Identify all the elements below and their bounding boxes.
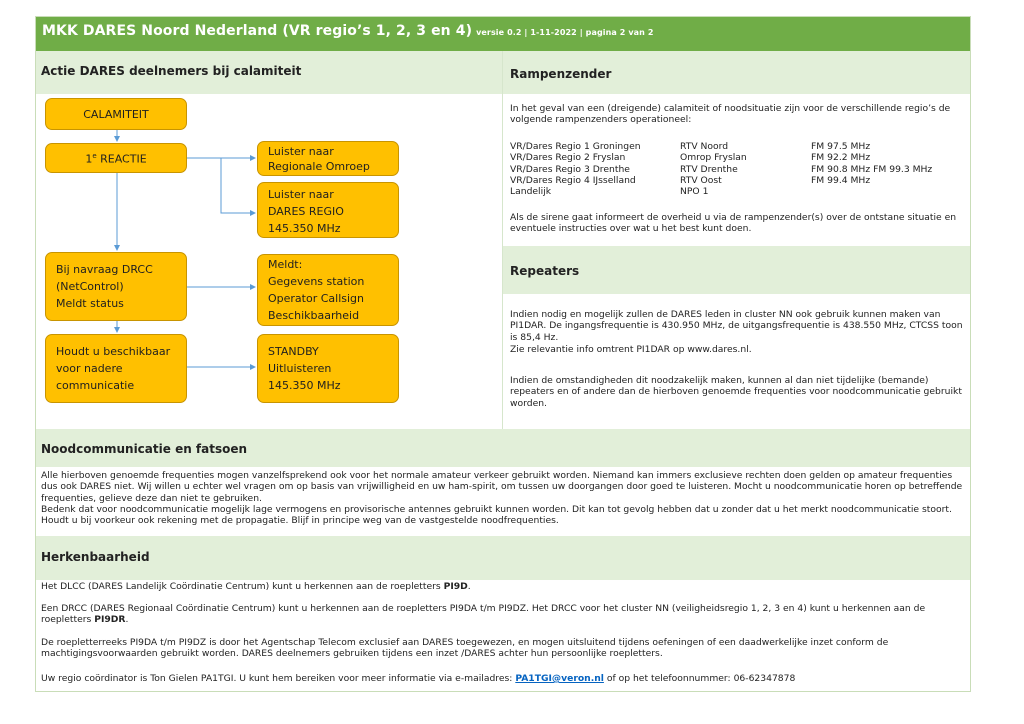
rampenzender-row bbox=[510, 175, 961, 186]
box-luister-dares bbox=[257, 182, 399, 238]
rampenzender-cell-zender: RTV Drenthe bbox=[680, 163, 738, 175]
rampenzender-cell-regio: VR/Dares Regio 4 IJsselland bbox=[510, 174, 636, 186]
repeaters-heading: Repeaters bbox=[510, 264, 580, 278]
rampenzender-cell-zender: RTV Noord bbox=[680, 141, 729, 152]
herken-paragraph-2: Een DRCC (DARES Regionaal Coördinatie Centrum) kunt u herkennen aan de roepletters PI9DA t/m PI9DZ. Het DRCC voor het cluster NN (veiligheidsregio 1, 2, 3 en 4) kunt u herkennen aan de roepletters PI9DR. bbox=[41, 603, 926, 626]
nood-paragraph-2: Bedenk dat voor noodcommunicatie mogelijk lage vermogens en provisorische antennes gebruikt kunnen worden. Dit kan tot gevolg hebben dat u zonder dat u het merkt noodcommunicatie stoort. Houdt u bij voorkeur ook rekening met de propagatie. Blijf in principe weg van de vastgestelde noodfrequenties. bbox=[41, 504, 952, 527]
repeaters-paragraph-2: Indien de omstandigheden dit noodzakelijk maken, kunnen al dan niet tijdelijke (bemande) repeaters en of andere dan de hierboven genoemde frequenties voor noodcommunicatie gebruikt worden. bbox=[510, 375, 962, 409]
box-eerste-reactie bbox=[45, 143, 187, 173]
luister-omroep-text: Luister naar Regionale Omroep bbox=[268, 145, 370, 173]
rampenzender-cell-freq: FM 99.4 MHz bbox=[811, 174, 871, 186]
rampenzender-cell-zender: RTV Oost bbox=[680, 174, 722, 186]
rampenzender-row bbox=[510, 186, 961, 197]
arrow-reactie-luister2 bbox=[221, 158, 255, 213]
herken-heading: Herkenbaarheid bbox=[41, 550, 150, 564]
herken-paragraph-3: De roepletterreeks PI9DA t/m PI9DZ is door het Agentschap Telecom exclusief aan DARES toegewezen, en mogen uitsluitend tijdens oefeningen of een daadwerkelijke inzet conform de machtigingsvoorwaarden gebruikt worden. DARES deelnemers gebruiken tijdens een inzet /DARES achter hun persoonlijke roepletters. bbox=[41, 637, 889, 660]
rampenzender-cell-zender: NPO 1 bbox=[680, 186, 709, 198]
rampenzender-cell-regio: Landelijk bbox=[510, 186, 552, 198]
rampenzender-cell-freq: FM 92.2 MHz bbox=[811, 152, 871, 164]
calamiteit-label: CALAMITEIT bbox=[83, 107, 149, 121]
title-text: MKK DARES Noord Nederland (VR regio’s 1, 2, 3 en 4) bbox=[42, 23, 473, 39]
herken-paragraph-4: Uw regio coördinator is Ton Gielen PA1TGI. U kunt hem bereiken voor meer informatie via e-mailadres: PA1TGI@veron.nl of op het telefoonnummer: 06-62347878 bbox=[41, 673, 796, 684]
rampenzender-cell-regio: VR/Dares Regio 3 Drenthe bbox=[510, 163, 630, 175]
rampenzender-heading-band bbox=[503, 51, 970, 94]
rampenzender-table bbox=[510, 141, 961, 197]
box-meldt bbox=[257, 254, 399, 326]
box-navraag-drcc bbox=[45, 252, 187, 321]
box-calamiteit bbox=[45, 98, 187, 130]
herken-paragraph-1: Het DLCC (DARES Landelijk Coördinatie Centrum) kunt u herkennen aan de roepletters PI9D. bbox=[41, 581, 471, 592]
rampenzender-cell-freq: FM 90.8 MHz FM 99.3 MHz bbox=[811, 163, 933, 175]
repeaters-paragraph-1b: Zie relevantie info omtrent PI1DAR op www.dares.nl. bbox=[510, 344, 752, 355]
houdt-text: Houdt u beschikbaar voor nadere communicatie bbox=[56, 345, 171, 392]
column-divider bbox=[502, 51, 503, 429]
repeaters-heading-band bbox=[503, 246, 970, 294]
nood-heading-band bbox=[36, 429, 970, 467]
email-link[interactable]: PA1TGI@veron.nl bbox=[515, 673, 604, 684]
rampenzender-heading: Rampenzender bbox=[510, 67, 612, 81]
nood-heading: Noodcommunicatie en fatsoen bbox=[41, 442, 248, 456]
document-page bbox=[35, 16, 971, 692]
box-standby bbox=[257, 334, 399, 403]
standby-text: STANDBY Uitluisteren 145.350 MHz bbox=[268, 345, 341, 392]
reactie-label: 1e REACTIE bbox=[85, 152, 147, 166]
rampenzender-row bbox=[510, 164, 961, 175]
rampenzender-row bbox=[510, 152, 961, 163]
rampenzender-outro: Als de sirene gaat informeert de overheid u via de rampenzender(s) over de ontstane situatie en eventuele instructies over wat u het best kunt doen. bbox=[510, 212, 957, 235]
box-luister-omroep bbox=[257, 141, 399, 176]
nood-paragraph-1: Alle hierboven genoemde frequenties mogen vanzelfsprekend ook voor het normale amateur verkeer gebruikt worden. Niemand kan immers exclusieve rechten doen gelden op amateur frequenties dus ook DARES niet. Wij willen u echter wel vragen om op basis van vrijwilligheid en uw ham-spirit, om tussen uw doorgangen door goed te luisteren. Mocht u noodcommunicatie horen op betreffende frequenties, gelieve deze dan niet te gebruiken. bbox=[41, 470, 963, 504]
meldt-text: Meldt: Gegevens station Operator Callsign Beschikbaarheid bbox=[268, 258, 365, 322]
luister-dares-text: Luister naar DARES REGIO 145.350 MHz bbox=[268, 188, 344, 235]
rampenzender-cell-freq: FM 97.5 MHz bbox=[811, 141, 871, 152]
rampenzender-intro: In het geval van een (dreigende) calamiteit of noodsituatie zijn voor de verschillende regio’s de volgende rampenzenders operationeel: bbox=[510, 103, 951, 126]
rampenzender-cell-regio: VR/Dares Regio 1 Groningen bbox=[510, 141, 641, 152]
rampenzender-cell-regio: VR/Dares Regio 2 Fryslan bbox=[510, 152, 626, 164]
rampenzender-row bbox=[510, 141, 961, 152]
herken-heading-band bbox=[36, 536, 970, 580]
rampenzender-cell-zender: Omrop Fryslan bbox=[680, 152, 747, 164]
navraag-text: Bij navraag DRCC (NetControl) Meldt status bbox=[56, 263, 153, 310]
version-meta: versie 0.2 | 1-11-2022 | pagina 2 van 2 bbox=[476, 28, 654, 37]
rampenzender-cell-freq bbox=[811, 186, 961, 197]
box-houdt-beschikbaar bbox=[45, 334, 187, 403]
repeaters-paragraph-1: Indien nodig en mogelijk zullen de DARES leden in cluster NN ook gebruik kunnen maken van PI1DAR. De ingangsfrequentie is 430.950 MHz, de uitgangsfrequentie is 438.550 MHz, CTCSS toon is 85,4 Hz. bbox=[510, 309, 963, 343]
actie-heading: Actie DARES deelnemers bij calamiteit bbox=[41, 64, 302, 78]
